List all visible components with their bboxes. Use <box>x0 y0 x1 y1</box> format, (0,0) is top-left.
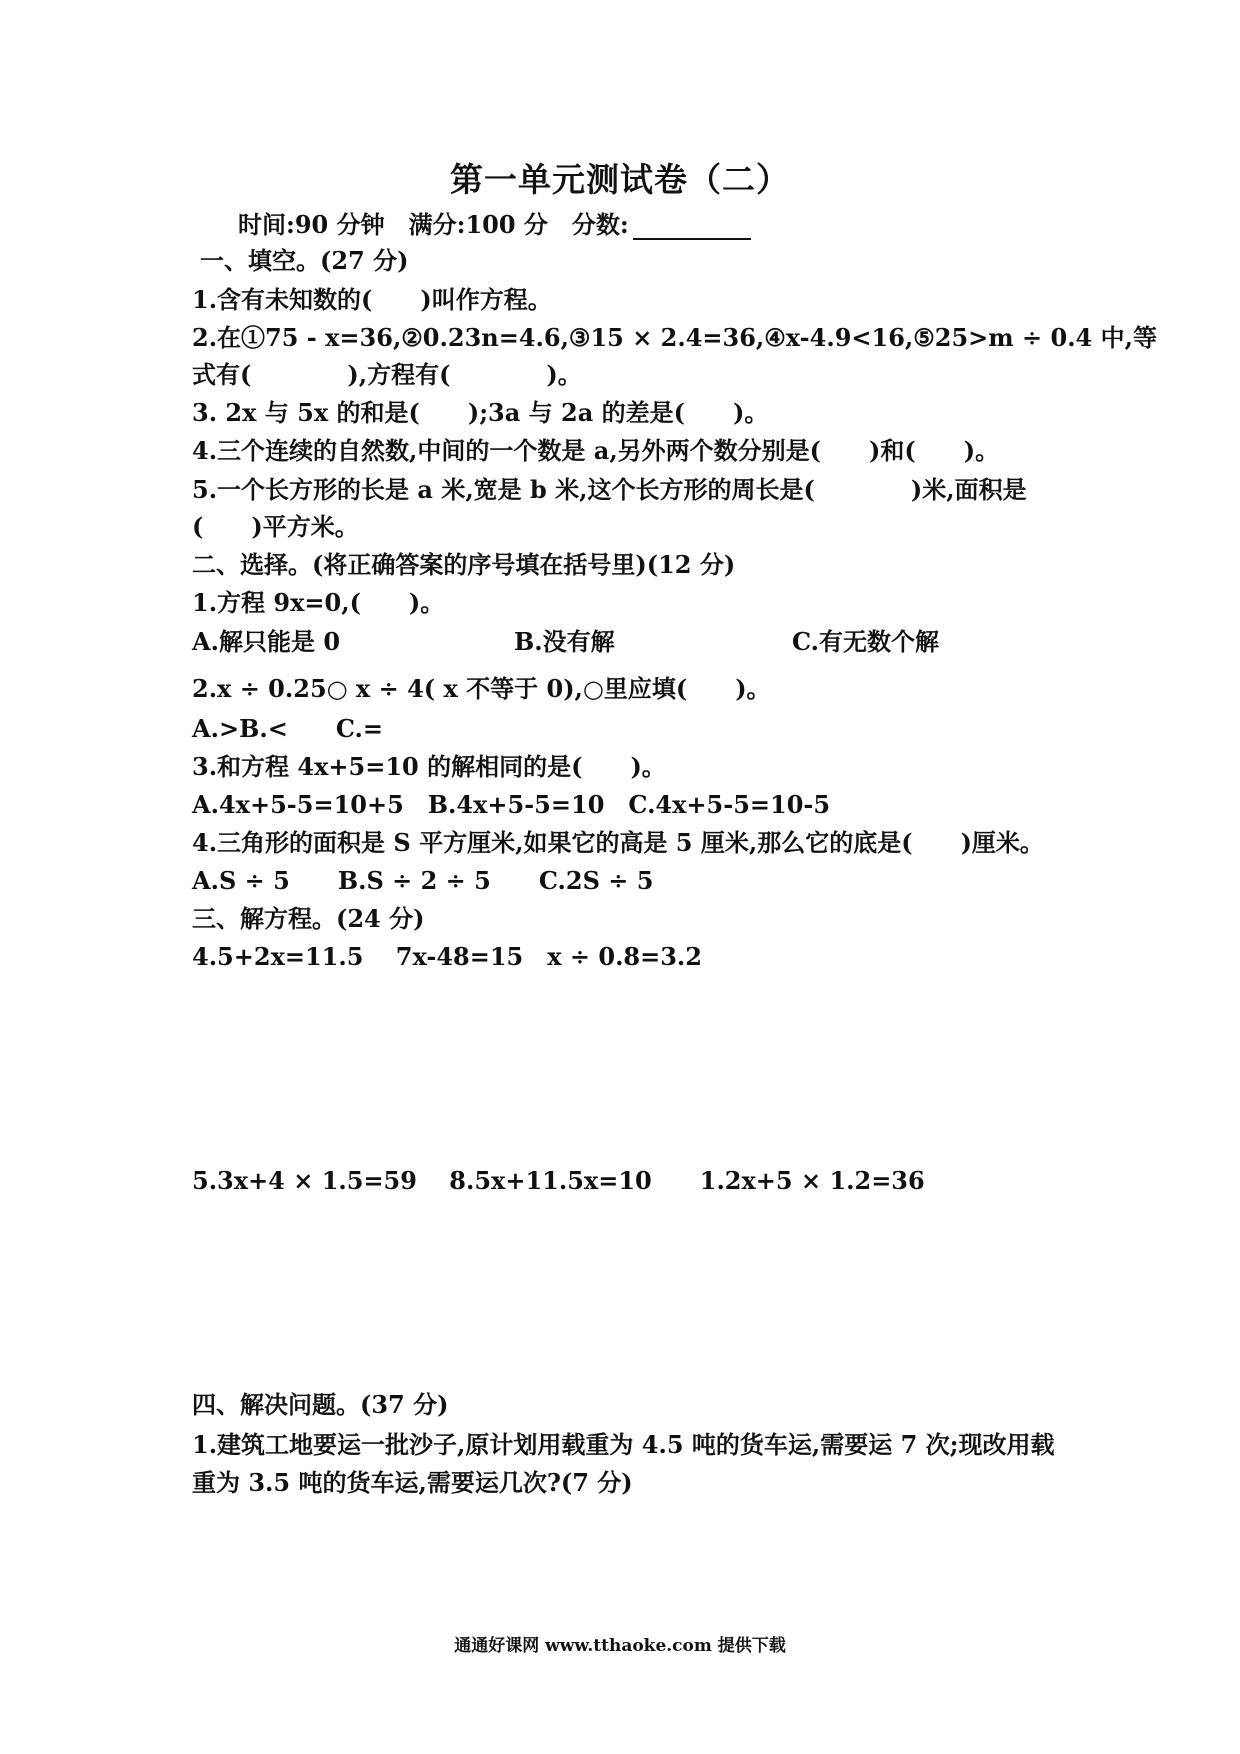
exam-meta-text: 时间:90 分钟 满分:100 分 分数: <box>238 210 629 239</box>
s2-q1: 1.方程 9x=0,( )。 <box>192 588 445 617</box>
s2-q3-options: A.4x+5-5=10+5 B.4x+5-5=10 C.4x+5-5=10-5 <box>192 790 831 819</box>
page-title: 第一单元测试卷（二） <box>450 160 790 199</box>
s2-q4-options: A.S ÷ 5 B.S ÷ 2 ÷ 5 C.2S ÷ 5 <box>192 866 654 895</box>
footer-text: 通通好课网 www.tthaoke.com 提供下载 <box>454 1636 786 1656</box>
exam-meta <box>238 210 751 240</box>
s2-q3: 3.和方程 4x+5=10 的解相同的是( )。 <box>192 752 666 781</box>
s1-line-1: 1.含有未知数的( )叫作方程。 <box>192 285 552 314</box>
section3-heading: 三、解方程。(24 分) <box>192 904 425 933</box>
section4-heading: 四、解决问题。(37 分) <box>192 1390 449 1419</box>
s2-q4: 4.三角形的面积是 S 平方厘米,如果它的高是 5 厘米,那么它的底是( )厘米。 <box>192 828 1044 857</box>
s4-q1-line1: 1.建筑工地要运一批沙子,原计划用载重为 4.5 吨的货车运,需要运 7 次;现改用载 <box>192 1430 1055 1459</box>
s2-q2: 2.x ÷ 0.25○ x ÷ 4( x 不等于 0),○里应填( )。 <box>192 674 771 703</box>
s2-q2-options: A.>B.< C.= <box>192 714 383 743</box>
score-blank <box>633 212 751 240</box>
s2-q1-option-c: C.有无数个解 <box>792 627 940 656</box>
s2-q1-option-b: B.没有解 <box>514 627 615 656</box>
s2-q1-option-a: A.解只能是 0 <box>192 627 341 656</box>
s4-q1-line2: 重为 3.5 吨的货车运,需要运几次?(7 分) <box>192 1468 633 1497</box>
s1-line-5: 4.三个连续的自然数,中间的一个数是 a,另外两个数分别是( )和( )。 <box>192 436 1000 465</box>
s1-line-3: 式有( ),方程有( )。 <box>192 360 582 389</box>
s1-line-6: 5.一个长方形的长是 a 米,宽是 b 米,这个长方形的周长是( )米,面积是 <box>192 475 1027 504</box>
s3-equations-row1: 4.5+2x=11.5 7x-48=15 x ÷ 0.8=3.2 <box>192 942 702 971</box>
s1-line-4: 3. 2x 与 5x 的和是( );3a 与 2a 的差是( )。 <box>192 398 769 427</box>
s1-line-7: ( )平方米。 <box>192 512 359 541</box>
s1-line-2: 2.在①75 - x=36,②0.23n=4.6,③15 × 2.4=36,④x-4.9<16,⑤25>m ÷ 0.4 中,等 <box>192 323 1157 352</box>
s3-equations-row2: 5.3x+4 × 1.5=59 8.5x+11.5x=10 1.2x+5 × 1.2=36 <box>192 1166 925 1195</box>
section2-heading: 二、选择。(将正确答案的序号填在括号里)(12 分) <box>192 550 736 579</box>
section1-heading: 一、填空。(27 分) <box>200 246 409 275</box>
